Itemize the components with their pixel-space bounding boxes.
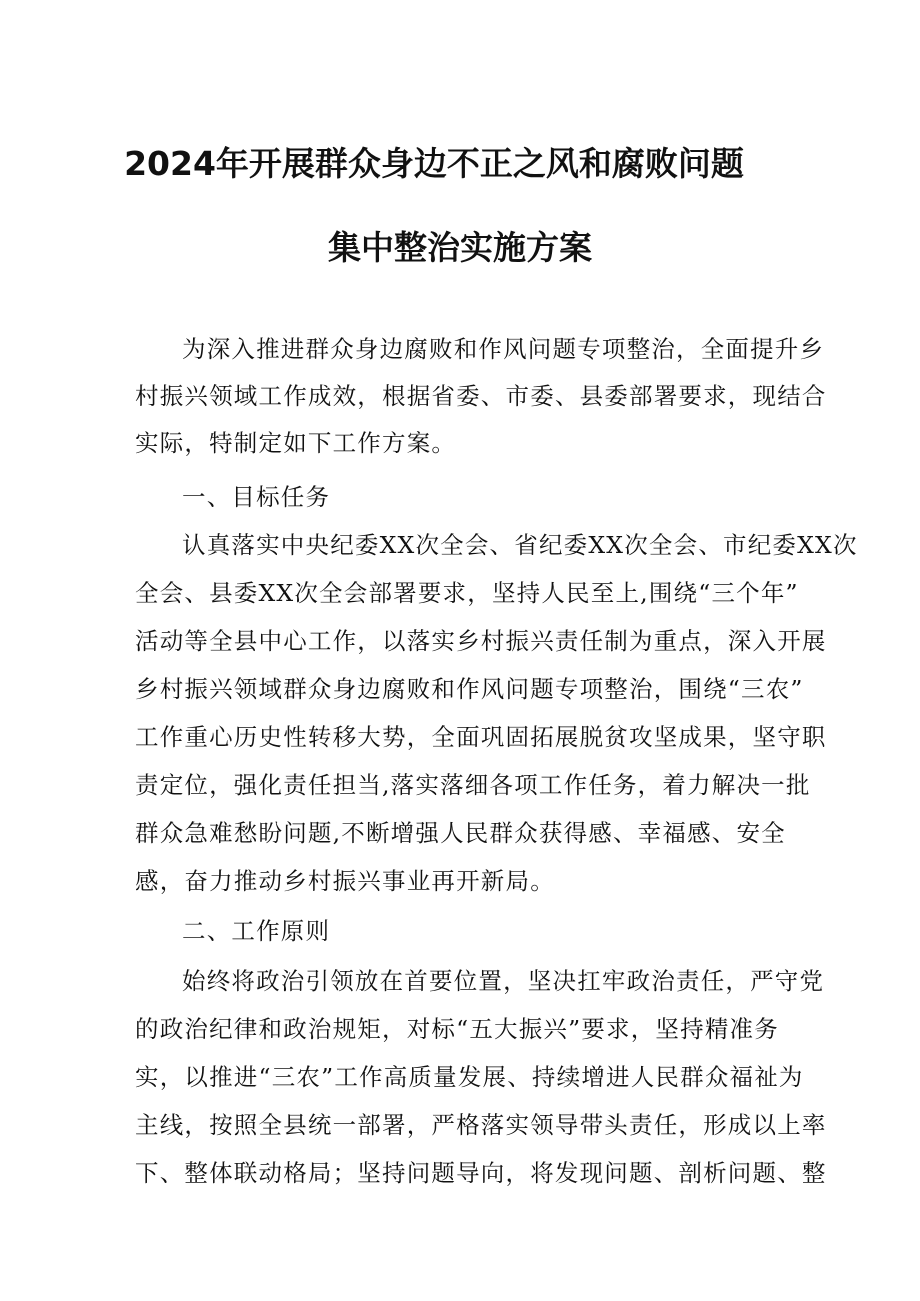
paragraph-line: 实际，特制定如下工作方案。: [135, 429, 457, 457]
paragraph-line: 的政治纪律和政治规矩，对标“五大振兴”要求，坚持精准务: [135, 1015, 779, 1043]
section-heading-goals: 一、目标任务: [182, 483, 331, 511]
paragraph-line: 下、整体联动格局；坚持问题导向，将发现问题、剖析问题、整: [135, 1159, 827, 1187]
paragraph-line: 主线，按照全县统一部署，严格落实领导带头责任，形成以上率: [135, 1111, 827, 1139]
paragraph-line: 乡村振兴领域群众身边腐败和作风问题专项整治，围绕“三农”: [135, 675, 804, 703]
section-heading-principles: 二、工作原则: [182, 917, 331, 945]
paragraph-line: 村振兴领域工作成效，根据省委、市委、县委部署要求，现结合: [135, 382, 827, 410]
paragraph-line: 责定位，强化责任担当,落实落细各项工作任务，着力解决一批: [135, 771, 811, 799]
document-title-line-1: 2024年开展群众身边不正之风和腐败问题: [124, 144, 744, 183]
paragraph-line: 群众急难愁盼问题,不断增强人民群众获得感、幸福感、安全: [135, 819, 786, 847]
paragraph-line: 全会、县委XX次全会部署要求，坚持人民至上,围绕“三个年”: [135, 579, 799, 607]
paragraph-line: 始终将政治引领放在首要位置，坚决扛牢政治责任，严守党: [182, 967, 825, 995]
document-title-line-2: 集中整治实施方案: [328, 228, 592, 267]
paragraph-line: 实，以推进“三农”工作高质量发展、持续增进人民群众福祉为: [135, 1063, 804, 1091]
paragraph-line: 工作重心历史性转移大势，全面巩固拓展脱贫攻坚成果，坚守职: [135, 723, 827, 751]
paragraph-line: 为深入推进群众身边腐败和作风问题专项整治，全面提升乡: [182, 335, 825, 363]
paragraph-line: 活动等全县中心工作，以落实乡村振兴责任制为重点，深入开展: [135, 627, 827, 655]
paragraph-line: 感，奋力推动乡村振兴事业再开新局。: [135, 867, 555, 895]
paragraph-line: 认真落实中央纪委XX次全会、省纪委XX次全会、市纪委XX次: [182, 531, 858, 559]
